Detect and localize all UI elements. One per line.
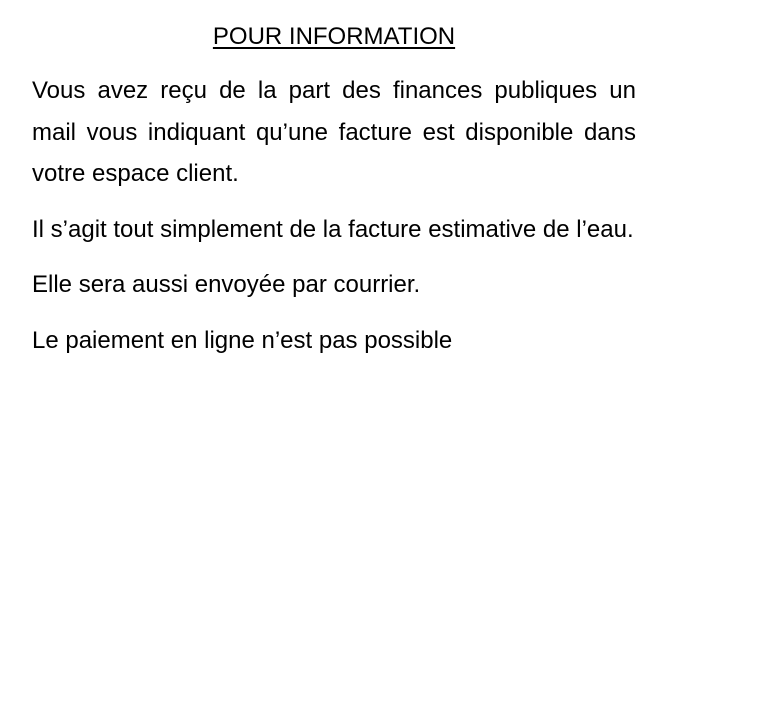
document-title: POUR INFORMATION	[212, 23, 456, 50]
paragraph-payment-info: Le paiement en ligne n’est pas possible	[32, 326, 453, 354]
paragraph-invoice-notice: Vous avez reçu de la part des finances publiques un mail vous indiquant qu’une facture est disponible dans votre espace client.	[32, 77, 636, 187]
document-body	[32, 18, 636, 361]
paragraph-water-estimate: Il s’agit tout simplement de la facture estimative de l’eau.	[32, 215, 634, 243]
paragraph-mail-delivery: Elle sera aussi envoyée par courrier.	[32, 271, 421, 298]
